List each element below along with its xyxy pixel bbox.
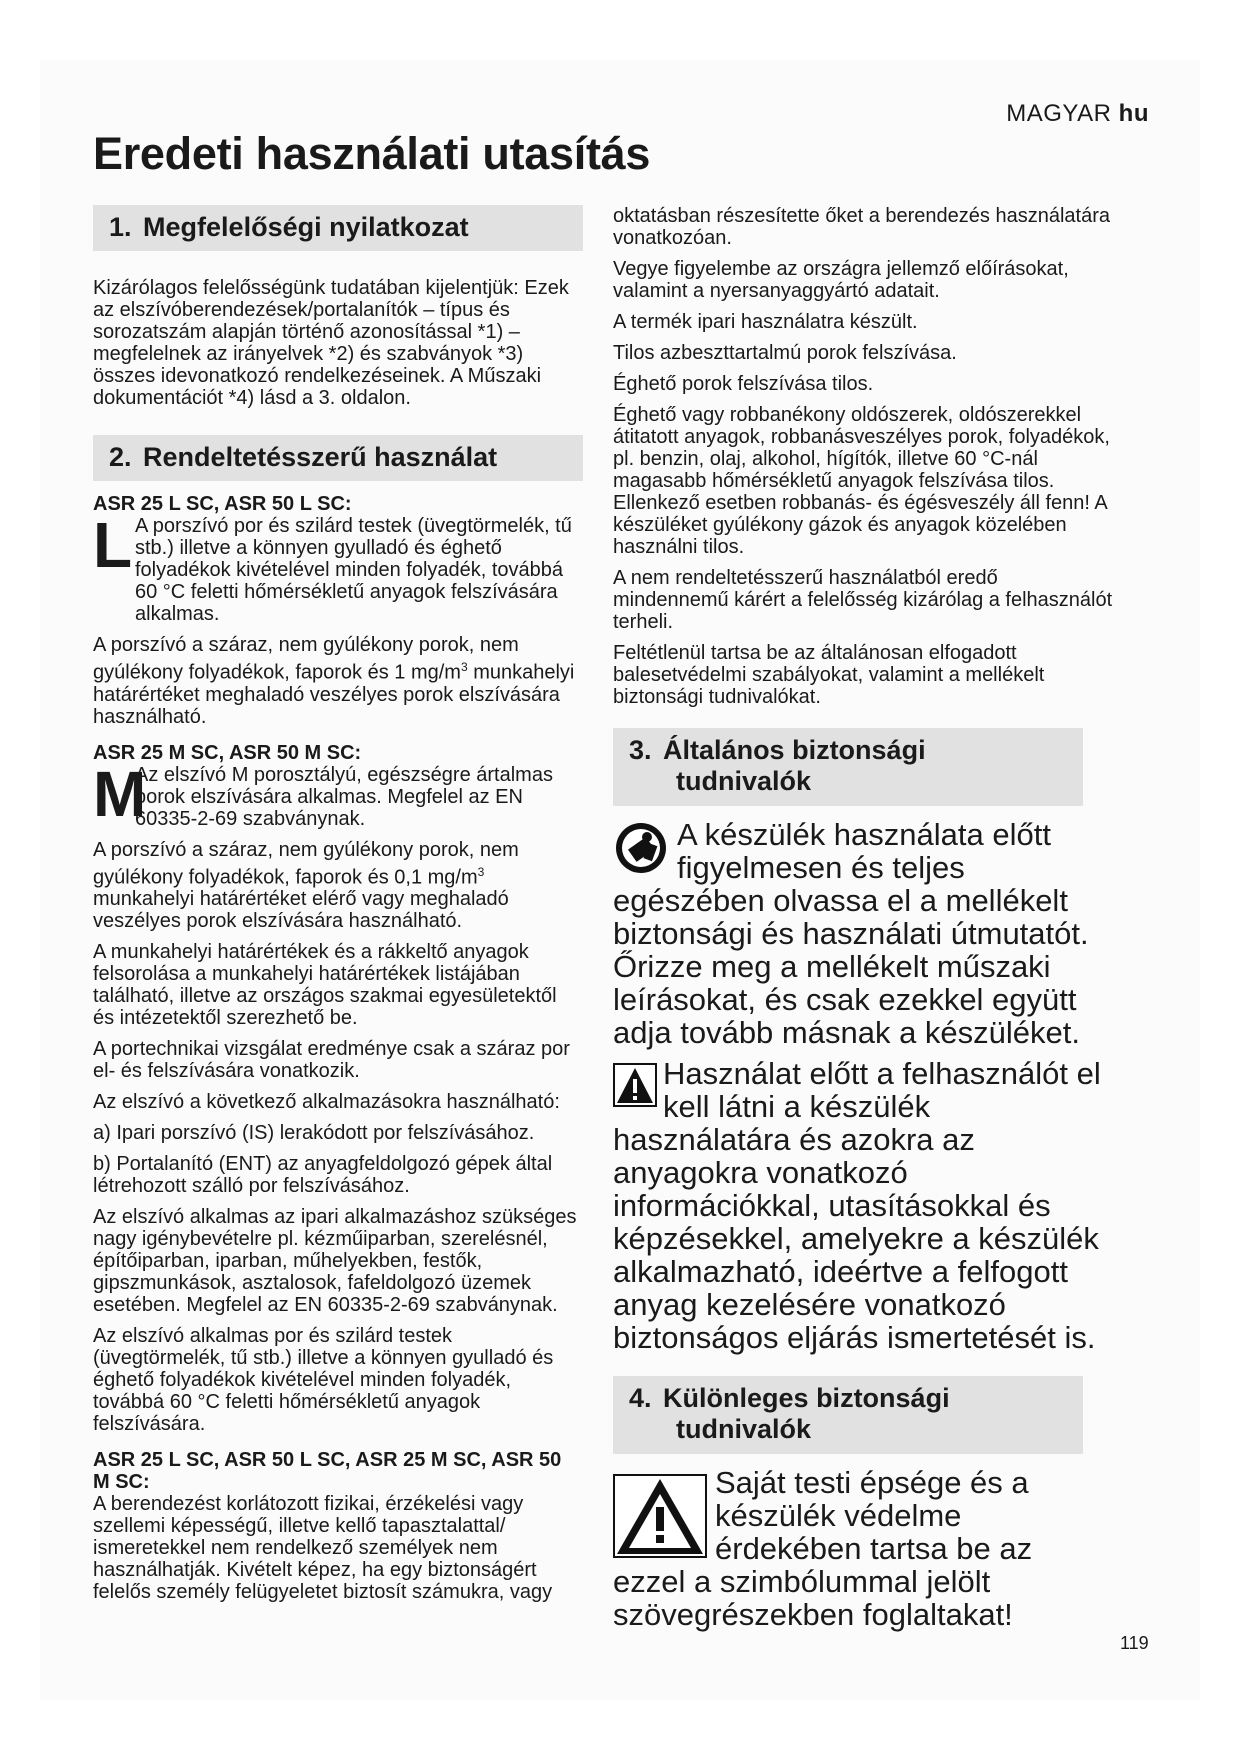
test-paragraph: A portechnikai vizsgálat eredménye csak a száraz por el- és felszívására vonatkozik.	[93, 1038, 570, 1083]
model-m-heading: ASR 25 M SC, ASR 50 M SC:	[93, 741, 362, 764]
dust-class-m-text: Az elszívó M porosztályú, egészségre ártalmas porok elszívására alkalmas. Megfelel az EN 60335-2-69 szabványnak.	[135, 763, 553, 830]
persons-paragraph: A berendezést korlátozott fizikai, érzékelési vagy szellemi képességű, illetve kellő tapasztalattal/ ismeretekkel nem rendelkező személyek nem használhatják. Kivételt képez, ha egy biztonságért felelős személy felügyeletet biztosít számukra, vagy	[93, 1493, 553, 1604]
section-1-heading: 1. Megfelelőségi nyilatkozat	[93, 205, 583, 251]
suitable-paragraph: Az elszívó alkalmas por és szilárd testek (üvegtörmelék, tű stb.) illetve a könnyen gyulladó és éghető folyadékok kivételével minden folyadék, továbbá 60 °C feletti hőmérsékletű anyagok felszívására.	[93, 1325, 554, 1436]
model-all-heading: ASR 25 L SC, ASR 50 L SC, ASR 25 M SC, ASR 50 M SC:	[93, 1449, 562, 1494]
l-usage-paragraph: A porszívó a száraz, nem gyúlékony porok, nem gyúlékony folyadékok, faporok és 1 $mg/m^3$ munkahelyi határértéket meghaladó veszélyes porok elszívására használható.	[93, 634, 575, 728]
page-title: Eredeti használati utasítás	[93, 128, 651, 179]
continued-paragraph: oktatásban részesítette őket a berendezés használatára vonatkozóan.	[613, 205, 1110, 249]
training-text: Használat előtt a felhasználót el kell látni a készülék használatára és azokra az anyagokra vonatkozó információkkal, utasításokkal és képzésekkel, amelyekre a készülék alkalmazható, ideértve a felfogott anyag kezelésére vonatkozó biztonságos eljárás ismertetését is.	[613, 1056, 1101, 1355]
language-label: MAGYAR hu	[1006, 100, 1149, 127]
left-column	[93, 205, 583, 1603]
special-warning-text: Saját testi épsége és a készülék védelme érdekében tartsa be az ezzel a szimbólummal jelölt szövegrészekben foglaltakat!	[613, 1465, 1033, 1632]
warning-icon-small	[613, 1063, 657, 1107]
read-manual-icon	[613, 820, 669, 876]
m-usage-paragraph: A porszívó a száraz, nem gyúlékony porok, nem gyúlékony folyadékok, faporok és 0,1 $mg/m^3$ munkahelyi határértéket elérő vagy meghaladó veszélyes porok elszívására használható.	[93, 838, 519, 933]
solvents-paragraph: Éghető vagy robbanékony oldószerek, oldószerekkel átitatott anyagok, robbanásveszélyes porok, folyadékok, pl. benzin, olaj, alkohol, hígítók, illetve 60 °C-nál magasabb hőmérsékletű anyagok felszívása tilos. Ellenkező esetben robbanás- és égésveszély áll fenn! A készüléket gyúlékony gázok és anyagok közelében használni tilos.	[613, 404, 1110, 558]
declaration-paragraph: Kizárólagos felelősségünk tudatában kijelentjük: Ezek az elszívóberendezések/portalanítók – típus és sorozatszám alapján történő azonosítással *1) – megfelelnek az irányelvek *2) és szabványok *3) összes idevonatkozó rendelkezéseinek. A Műszaki dokumentációt *4) lásd a 3. oldalon.	[93, 277, 569, 409]
accident-paragraph: Feltétlenül tartsa be az általánosan elfogadott balesetvédelmi szabályokat, valamint a mellékelt biztonsági tudnivalókat.	[613, 642, 1045, 708]
limits-paragraph: A munkahelyi határértékek és a rákkeltő anyagok felsorolása a munkahelyi határértékek listájában található, illetve az országos szakmai egyesületektől és intézetektől szerezhető be.	[93, 941, 557, 1030]
application-b: b) Portalanító (ENT) az anyagfeldolgozó gépek által létrehozott szálló por felszívásához.	[93, 1153, 553, 1198]
section-3-heading: 3. Általános biztonsági tudnivalók	[613, 728, 1083, 806]
applications-paragraph: Az elszívó a következő alkalmazásokra használható:	[93, 1091, 560, 1114]
flammable-paragraph: Éghető porok felszívása tilos.	[613, 373, 874, 395]
dust-class-m-icon: M	[93, 757, 147, 830]
regulations-paragraph: Vegye figyelembe az országra jellemző előírásokat, valamint a nyersanyaggyártó adatait.	[613, 258, 1069, 302]
liability-paragraph: A nem rendeltetésszerű használatból eredő mindennemű kárért a felelősség kizárólag a felhasználót terheli.	[613, 567, 1113, 633]
page-number: 119	[1120, 1633, 1149, 1653]
right-column	[613, 205, 1113, 1631]
industrial-use-paragraph: A termék ipari használatra készült.	[613, 311, 918, 333]
model-l-heading: ASR 25 L SC, ASR 50 L SC:	[93, 493, 352, 515]
dust-class-l-icon: L	[93, 509, 133, 581]
read-manual-text: A készülék használata előtt figyelmesen és teljes egészében olvassa el a mellékelt biztonsági és használati útmutatót. Őrizze meg a mellékelt műszaki leírásokat, és csak ezekkel együtt adja tovább másnak a készüléket.	[613, 817, 1089, 1050]
dust-class-m-block	[93, 757, 583, 830]
asbestos-paragraph: Tilos azbeszttartalmú porok felszívása.	[613, 342, 957, 364]
section-4-heading: 4. Különleges biztonsági tudnivalók	[613, 1376, 1083, 1454]
application-a: a) Ipari porszívó (IS) lerakódott por felszívásához.	[93, 1122, 535, 1145]
dust-class-l-block	[93, 509, 583, 625]
dust-class-l-text: A porszívó por és szilárd testek (üvegtörmelék, tű stb.) illetve a könnyen gyulladó és éghető folyadékok kivételével minden folyadék, továbbá 60 °C feletti hőmérsékletű anyagok felszívására alkalmas.	[135, 515, 572, 625]
warning-icon-large	[613, 1474, 707, 1558]
section-2-heading: 2. Rendeltetésszerű használat	[93, 435, 583, 481]
industrial-paragraph: Az elszívó alkalmas az ipari alkalmazáshoz szükséges nagy igénybevételre pl. kézműiparban, szerelésnél, építőiparban, iparban, műhelyekben, festők, gipszmunkások, asztalosok, fafeldolgozó üzemek esetében. Megfelel az EN 60335-2-69 szabványnak.	[93, 1206, 577, 1317]
read-manual-block	[613, 818, 1113, 1049]
